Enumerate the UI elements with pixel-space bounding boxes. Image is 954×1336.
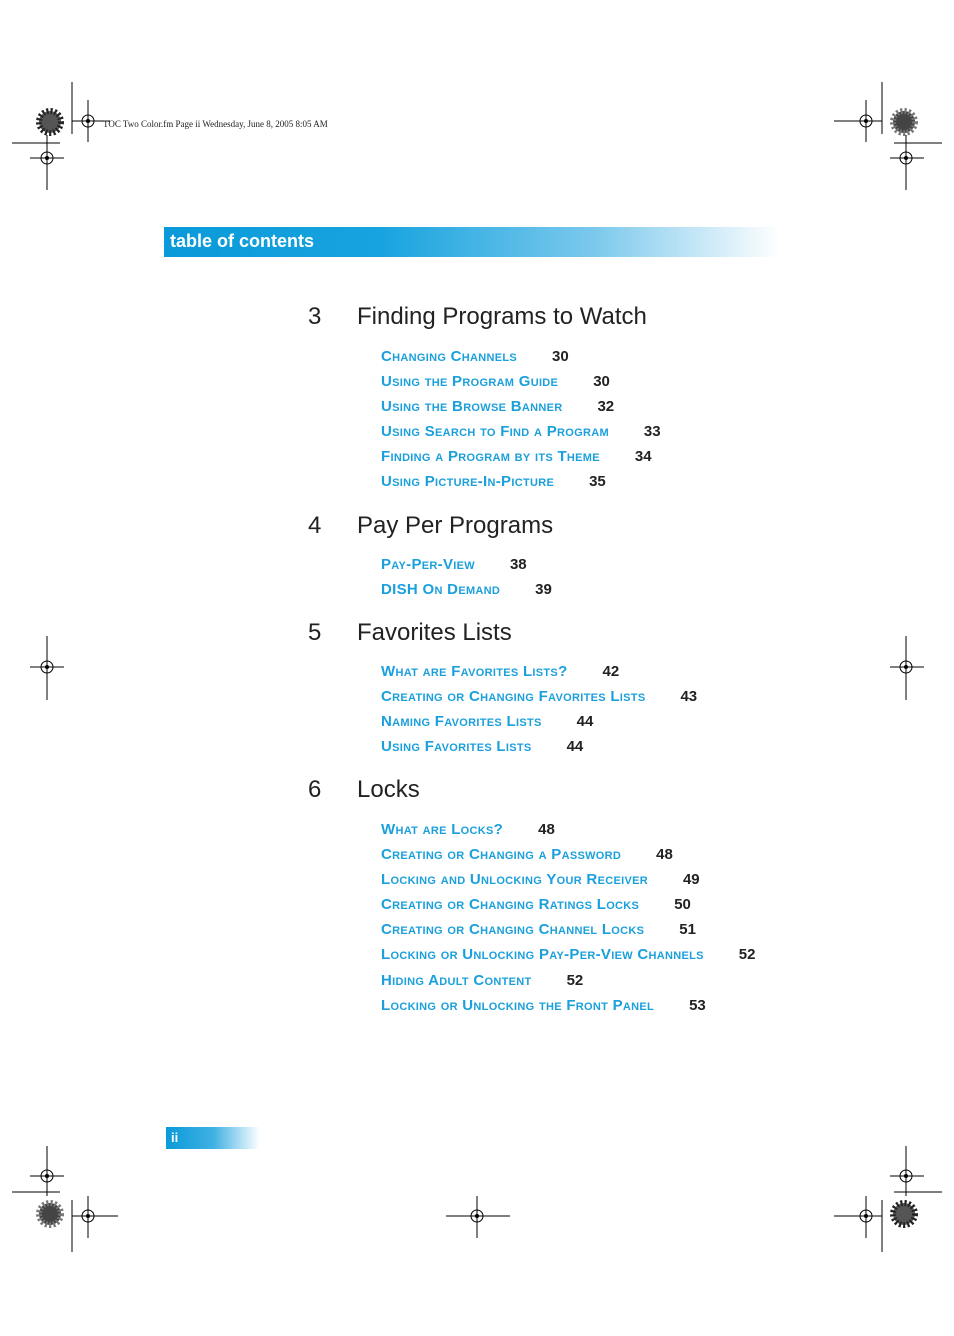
toc-entry[interactable] <box>381 972 583 992</box>
toc-entry-link[interactable]: What are Locks? <box>381 821 504 838</box>
toc-page-number: 52 <box>738 946 756 963</box>
page-number: ii <box>171 1130 179 1145</box>
chapter-title: Favorites Lists <box>357 619 512 646</box>
chapter-number: 6 <box>308 776 322 803</box>
toc-entry-link[interactable]: Locking and Unlocking Your Receiver <box>381 871 648 888</box>
toc-entry[interactable] <box>381 348 569 368</box>
toc-entry[interactable] <box>381 398 614 418</box>
toc-page-number: 32 <box>597 398 615 415</box>
toc-entry[interactable] <box>381 663 619 683</box>
toc-page-number: 39 <box>535 581 552 598</box>
toc-entry[interactable] <box>381 373 610 393</box>
toc-page-number: 48 <box>656 846 673 863</box>
chapter-number: 5 <box>308 619 322 646</box>
toc-entry-link[interactable]: Using the Program Guide <box>381 373 559 390</box>
toc-entry[interactable] <box>381 581 552 601</box>
section-title: table of contents <box>170 231 315 251</box>
toc-entry-link[interactable]: Finding a Program by its Theme <box>381 448 600 465</box>
toc-entry-link[interactable]: Hiding Adult Content <box>381 972 532 989</box>
toc-entry-link[interactable]: Creating or Changing Favorites Lists <box>381 688 646 705</box>
toc-entry[interactable] <box>381 946 755 966</box>
toc-page-number: 52 <box>566 972 584 989</box>
toc-entry-link[interactable]: Using Search to Find a Program <box>381 423 609 440</box>
toc-page-number: 50 <box>674 896 691 913</box>
chapter-title: Finding Programs to Watch <box>357 303 647 330</box>
toc-entry-link[interactable]: Creating or Changing Channel Locks <box>381 921 645 938</box>
chapter-number: 4 <box>308 512 322 539</box>
toc-page-number: 44 <box>566 738 584 755</box>
chapter-number: 3 <box>308 303 322 330</box>
toc-entry[interactable] <box>381 448 652 468</box>
toc-entry-link[interactable]: Locking or Unlocking Pay-Per-View Channels <box>381 946 704 963</box>
toc-page-number: 44 <box>576 713 594 730</box>
toc-entry[interactable] <box>381 738 583 758</box>
chapter-title: Locks <box>357 776 420 803</box>
toc-entry-link[interactable]: Pay-Per-View <box>381 556 475 573</box>
toc-page-number: 30 <box>593 373 610 390</box>
toc-entry-link[interactable]: Using Picture-In-Picture <box>381 473 555 490</box>
toc-entry[interactable] <box>381 556 527 576</box>
footer-banner <box>166 1127 260 1149</box>
toc-entry-link[interactable]: Naming Favorites Lists <box>381 713 542 730</box>
toc-entry-link[interactable]: What are Favorites Lists? <box>381 663 568 680</box>
toc-entry-link[interactable]: Creating or Changing a Password <box>381 846 622 863</box>
toc-page-number: 53 <box>689 997 706 1014</box>
toc-page-number: 33 <box>643 423 661 440</box>
toc-entry[interactable] <box>381 871 700 891</box>
toc-entry[interactable] <box>381 688 697 708</box>
toc-entry-link[interactable]: Changing Channels <box>381 348 518 365</box>
chapter-title: Pay Per Programs <box>357 512 554 539</box>
toc-page-number: 49 <box>682 871 700 888</box>
toc-entry-link[interactable]: Using Favorites Lists <box>381 738 532 755</box>
toc-entry-link[interactable]: Locking or Unlocking the Front Panel <box>381 997 655 1014</box>
toc-entry[interactable] <box>381 423 661 443</box>
toc-page-number: 34 <box>634 448 652 465</box>
toc-entry[interactable] <box>381 473 606 493</box>
toc-entry[interactable] <box>381 896 691 916</box>
toc-entry[interactable] <box>381 921 696 941</box>
toc-page-number: 42 <box>602 663 620 680</box>
toc-entry-link[interactable]: DISH On Demand <box>381 581 501 598</box>
toc-page-number: 51 <box>679 921 696 938</box>
toc-entry-link[interactable]: Using the Browse Banner <box>381 398 563 415</box>
toc-page-number: 30 <box>552 348 569 365</box>
toc-entry[interactable] <box>381 821 555 841</box>
toc-page-number: 35 <box>589 473 606 490</box>
toc-entry[interactable] <box>381 846 673 866</box>
toc-entry[interactable] <box>381 713 593 733</box>
toc-entry[interactable] <box>381 997 706 1017</box>
toc-page-number: 43 <box>680 688 698 705</box>
toc-page-number: 48 <box>538 821 555 838</box>
file-slug: TOC Two Color.fm Page ii Wednesday, June 8, 2005 8:05 AM <box>103 119 328 129</box>
toc-page-number: 38 <box>509 556 527 573</box>
toc-entry-link[interactable]: Creating or Changing Ratings Locks <box>381 896 640 913</box>
